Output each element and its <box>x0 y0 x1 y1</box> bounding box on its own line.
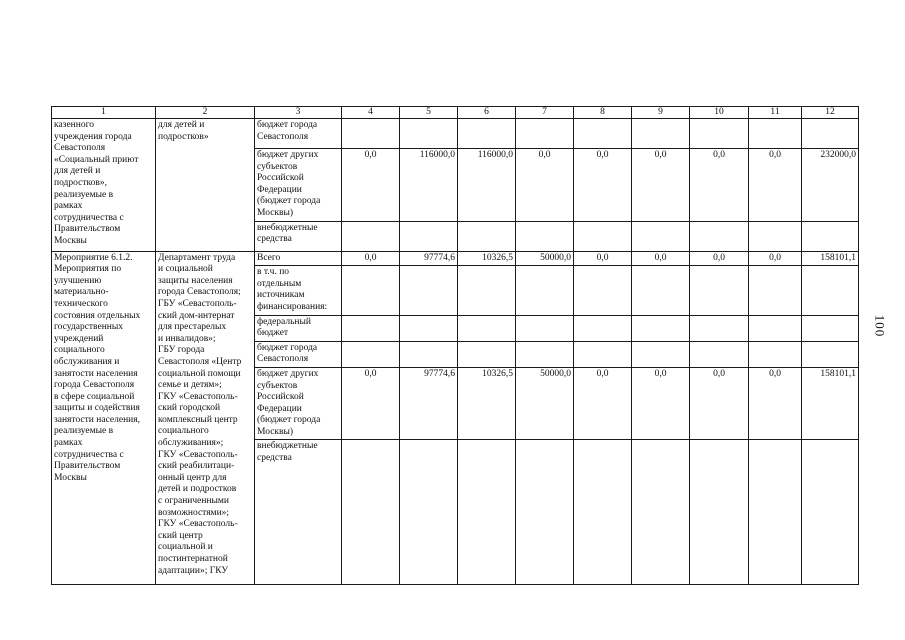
value-cell <box>400 221 458 251</box>
value-cell: 232000,0 <box>802 149 859 222</box>
activity-name-cell: Мероприятие 6.1.2. Мероприятия по улучшению материально- технического состояния отдельных государственных учреждений социального обслуживания и занятости населения города Севастополя в сфере социальной защиты и содействия занятости населения, реализуемые в рамках сотрудничества с Правительством Москвы <box>52 251 156 585</box>
value-cell <box>749 440 802 585</box>
value-cell <box>574 221 632 251</box>
source-label: Всего <box>255 251 342 266</box>
value-cell: 0,0 <box>632 367 690 440</box>
value-cell <box>458 440 516 585</box>
value-cell <box>400 341 458 367</box>
value-cell <box>400 315 458 341</box>
value-cell: 0,0 <box>342 251 400 266</box>
value-cell: 0,0 <box>342 367 400 440</box>
value-cell <box>802 266 859 315</box>
value-cell <box>749 119 802 149</box>
value-cell: 0,0 <box>632 251 690 266</box>
value-cell: 97774,6 <box>400 251 458 266</box>
header-cell: 7 <box>516 107 574 119</box>
value-cell <box>690 266 749 315</box>
source-label: бюджет города Севастополя <box>255 341 342 367</box>
header-cell: 9 <box>632 107 690 119</box>
value-cell <box>574 266 632 315</box>
value-cell <box>458 315 516 341</box>
value-cell <box>516 266 574 315</box>
value-cell <box>574 119 632 149</box>
value-cell <box>690 440 749 585</box>
value-cell: 0,0 <box>690 367 749 440</box>
value-cell <box>574 315 632 341</box>
value-cell: 10326,5 <box>458 251 516 266</box>
header-cell: 2 <box>156 107 255 119</box>
value-cell <box>802 119 859 149</box>
value-cell <box>458 341 516 367</box>
value-cell <box>802 315 859 341</box>
source-label: федеральный бюджет <box>255 315 342 341</box>
value-cell: 116000,0 <box>400 149 458 222</box>
value-cell: 158101,1 <box>802 367 859 440</box>
value-cell <box>632 221 690 251</box>
value-cell: 0,0 <box>516 149 574 222</box>
value-cell <box>516 221 574 251</box>
header-row <box>52 107 859 119</box>
table-row <box>52 251 859 266</box>
value-cell: 50000,0 <box>516 367 574 440</box>
executor-cell: Департамент труда и социальной защиты населения города Севастополя; ГБУ «Севастополь- ский дом-интернат для престарелых и инвалидов»; ГБУ города Севастополя «Центр социальной помощи семье и детям»; ГКУ «Севастополь- ский городской комплексный центр социального обслуживания»; ГКУ «Севастополь- ский реабилитаци- онный центр для детей и подростков с ограниченными возможностями»; ГКУ «Севастополь- ский центр социальной и постинтернатной адаптации»; ГКУ <box>156 251 255 585</box>
header-cell: 1 <box>52 107 156 119</box>
executor-cell: для детей и подростков» <box>156 119 255 252</box>
value-cell <box>632 341 690 367</box>
value-cell: 0,0 <box>574 251 632 266</box>
value-cell: 0,0 <box>690 251 749 266</box>
value-cell <box>802 221 859 251</box>
source-label: бюджет других субъектов Российской Федерации (бюджет города Москвы) <box>255 367 342 440</box>
value-cell <box>632 119 690 149</box>
header-cell: 6 <box>458 107 516 119</box>
header-cell: 4 <box>342 107 400 119</box>
value-cell <box>690 221 749 251</box>
value-cell: 50000,0 <box>516 251 574 266</box>
value-cell <box>342 440 400 585</box>
value-cell <box>516 315 574 341</box>
value-cell <box>574 341 632 367</box>
value-cell <box>400 119 458 149</box>
header-cell: 12 <box>802 107 859 119</box>
activity-name-cell: казенного учреждения города Севастополя «Социальный приют для детей и подростков», реализуемые в рамках сотрудничества с Правительством Москвы <box>52 119 156 252</box>
value-cell <box>400 266 458 315</box>
value-cell <box>749 221 802 251</box>
value-cell <box>802 341 859 367</box>
value-cell <box>342 315 400 341</box>
source-label: в т.ч. по отдельным источникам финансирования: <box>255 266 342 315</box>
value-cell <box>749 266 802 315</box>
value-cell <box>690 315 749 341</box>
table-row <box>52 119 859 149</box>
value-cell: 0,0 <box>749 367 802 440</box>
source-label: внебюджетные средства <box>255 221 342 251</box>
value-cell <box>342 221 400 251</box>
page-number: 100 <box>872 314 888 338</box>
source-label: бюджет других субъектов Российской Федерации (бюджет города Москвы) <box>255 149 342 222</box>
value-cell <box>516 341 574 367</box>
value-cell: 0,0 <box>749 251 802 266</box>
header-cell: 8 <box>574 107 632 119</box>
value-cell <box>458 221 516 251</box>
value-cell: 97774,6 <box>400 367 458 440</box>
value-cell <box>749 315 802 341</box>
value-cell: 10326,5 <box>458 367 516 440</box>
source-label: внебюджетные средства <box>255 440 342 585</box>
value-cell <box>690 119 749 149</box>
value-cell <box>574 440 632 585</box>
header-cell: 3 <box>255 107 342 119</box>
value-cell <box>632 266 690 315</box>
source-label: бюджет города Севастополя <box>255 119 342 149</box>
value-cell: 0,0 <box>632 149 690 222</box>
value-cell <box>802 440 859 585</box>
value-cell: 116000,0 <box>458 149 516 222</box>
value-cell <box>516 119 574 149</box>
value-cell: 0,0 <box>749 149 802 222</box>
value-cell: 0,0 <box>690 149 749 222</box>
value-cell: 0,0 <box>342 149 400 222</box>
header-cell: 11 <box>749 107 802 119</box>
value-cell: 0,0 <box>574 367 632 440</box>
header-cell: 10 <box>690 107 749 119</box>
value-cell <box>516 440 574 585</box>
financing-table <box>51 106 859 585</box>
value-cell <box>690 341 749 367</box>
value-cell <box>458 119 516 149</box>
value-cell <box>342 341 400 367</box>
value-cell <box>400 440 458 585</box>
value-cell <box>458 266 516 315</box>
value-cell: 0,0 <box>574 149 632 222</box>
value-cell: 158101,1 <box>802 251 859 266</box>
value-cell <box>342 119 400 149</box>
value-cell <box>632 315 690 341</box>
value-cell <box>342 266 400 315</box>
value-cell <box>632 440 690 585</box>
value-cell <box>749 341 802 367</box>
header-cell: 5 <box>400 107 458 119</box>
